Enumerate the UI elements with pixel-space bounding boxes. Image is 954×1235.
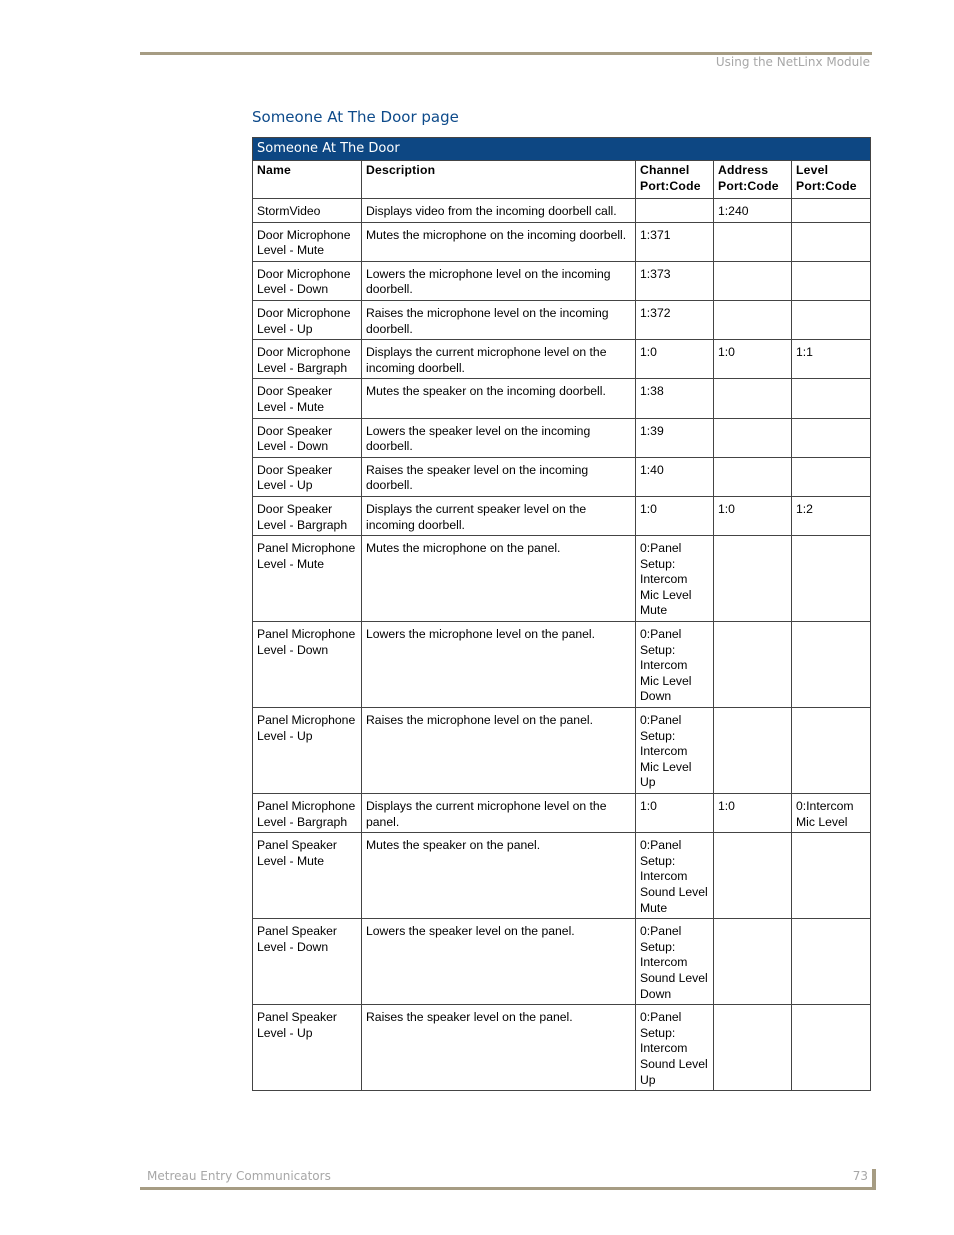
cell-channel: 0:Panel Setup: Intercom Sound Level Mute <box>636 833 714 919</box>
cell-channel: 1:372 <box>636 300 714 339</box>
table-row <box>253 622 871 708</box>
cell-description: Lowers the microphone level on the panel. <box>362 622 636 708</box>
cell-address: 1:0 <box>714 340 792 379</box>
cell-description: Mutes the speaker on the incoming doorbell. <box>362 379 636 418</box>
cell-address: 1:240 <box>714 199 792 223</box>
cell-name: Panel Microphone Level - Bargraph <box>253 794 362 833</box>
cell-address <box>714 418 792 457</box>
someone-at-door-table <box>252 137 871 1091</box>
cell-description: Mutes the microphone on the panel. <box>362 536 636 622</box>
cell-address <box>714 261 792 300</box>
column-header-channel: Channel Port:Code <box>636 161 714 199</box>
cell-address: 1:0 <box>714 794 792 833</box>
cell-description: Raises the microphone level on the panel. <box>362 708 636 794</box>
cell-name: Door Microphone Level - Up <box>253 300 362 339</box>
table-row <box>253 1005 871 1091</box>
cell-channel: 0:Panel Setup: Intercom Sound Level Up <box>636 1005 714 1091</box>
table-row <box>253 199 871 223</box>
cell-level <box>792 199 871 223</box>
table-row <box>253 708 871 794</box>
table-row <box>253 536 871 622</box>
table-row <box>253 340 871 379</box>
cell-address <box>714 622 792 708</box>
cell-description: Lowers the microphone level on the incoming doorbell. <box>362 261 636 300</box>
table-row <box>253 457 871 496</box>
cell-level: 1:1 <box>792 340 871 379</box>
cell-address <box>714 222 792 261</box>
cell-name: Door Speaker Level - Bargraph <box>253 496 362 535</box>
cell-address <box>714 919 792 1005</box>
running-header: Using the NetLinx Module <box>715 55 870 69</box>
cell-level <box>792 622 871 708</box>
column-header-description: Description <box>362 161 636 199</box>
table-row <box>253 379 871 418</box>
cell-name: Panel Microphone Level - Down <box>253 622 362 708</box>
cell-description: Raises the speaker level on the incoming doorbell. <box>362 457 636 496</box>
cell-description: Lowers the speaker level on the incoming doorbell. <box>362 418 636 457</box>
table-caption-row <box>253 138 871 161</box>
table-row <box>253 794 871 833</box>
cell-level <box>792 379 871 418</box>
cell-channel: 0:Panel Setup: Intercom Mic Level Down <box>636 622 714 708</box>
cell-level <box>792 1005 871 1091</box>
cell-channel: 0:Panel Setup: Intercom Sound Level Down <box>636 919 714 1005</box>
cell-level <box>792 261 871 300</box>
footer-rule <box>140 1187 876 1190</box>
cell-address <box>714 457 792 496</box>
cell-address <box>714 300 792 339</box>
section-title: Someone At The Door page <box>252 108 459 126</box>
cell-description: Mutes the speaker on the panel. <box>362 833 636 919</box>
table-row <box>253 418 871 457</box>
table-row <box>253 496 871 535</box>
column-header-level: Level Port:Code <box>792 161 871 199</box>
cell-description: Displays the current microphone level on the incoming doorbell. <box>362 340 636 379</box>
cell-description: Raises the speaker level on the panel. <box>362 1005 636 1091</box>
cell-channel: 1:38 <box>636 379 714 418</box>
cell-level <box>792 919 871 1005</box>
table-row <box>253 222 871 261</box>
cell-level: 1:2 <box>792 496 871 535</box>
cell-description: Lowers the speaker level on the panel. <box>362 919 636 1005</box>
cell-channel: 1:0 <box>636 794 714 833</box>
cell-channel: 1:40 <box>636 457 714 496</box>
cell-level <box>792 457 871 496</box>
footer-page-number: 73 <box>852 1169 868 1183</box>
cell-level <box>792 536 871 622</box>
cell-level <box>792 418 871 457</box>
cell-channel: 1:0 <box>636 496 714 535</box>
cell-description: Mutes the microphone on the incoming doorbell. <box>362 222 636 261</box>
cell-address <box>714 708 792 794</box>
cell-channel <box>636 199 714 223</box>
cell-channel: 0:Panel Setup: Intercom Mic Level Mute <box>636 536 714 622</box>
cell-name: Door Microphone Level - Down <box>253 261 362 300</box>
cell-name: Door Speaker Level - Up <box>253 457 362 496</box>
cell-address <box>714 833 792 919</box>
column-header-name: Name <box>253 161 362 199</box>
table-row <box>253 261 871 300</box>
cell-level <box>792 300 871 339</box>
cell-name: Panel Speaker Level - Mute <box>253 833 362 919</box>
footer-document-title: Metreau Entry Communicators <box>147 1169 331 1183</box>
cell-channel: 1:371 <box>636 222 714 261</box>
table-row <box>253 919 871 1005</box>
cell-description: Displays the current microphone level on the panel. <box>362 794 636 833</box>
cell-address: 1:0 <box>714 496 792 535</box>
cell-level <box>792 222 871 261</box>
cell-channel: 1:373 <box>636 261 714 300</box>
cell-channel: 1:39 <box>636 418 714 457</box>
table-row <box>253 833 871 919</box>
cell-name: Door Speaker Level - Down <box>253 418 362 457</box>
cell-channel: 1:0 <box>636 340 714 379</box>
cell-name: Door Speaker Level - Mute <box>253 379 362 418</box>
cell-name: Door Microphone Level - Mute <box>253 222 362 261</box>
cell-level <box>792 833 871 919</box>
footer-rule-tick <box>872 1169 876 1190</box>
cell-level: 0:Intercom Mic Level <box>792 794 871 833</box>
column-header-address: Address Port:Code <box>714 161 792 199</box>
cell-level <box>792 708 871 794</box>
cell-name: StormVideo <box>253 199 362 223</box>
cell-channel: 0:Panel Setup: Intercom Mic Level Up <box>636 708 714 794</box>
cell-description: Displays video from the incoming doorbell call. <box>362 199 636 223</box>
cell-name: Panel Speaker Level - Down <box>253 919 362 1005</box>
cell-name: Panel Speaker Level - Up <box>253 1005 362 1091</box>
cell-description: Raises the microphone level on the incoming doorbell. <box>362 300 636 339</box>
table-header-row <box>253 161 871 199</box>
cell-address <box>714 1005 792 1091</box>
cell-address <box>714 379 792 418</box>
table-row <box>253 300 871 339</box>
cell-name: Door Microphone Level - Bargraph <box>253 340 362 379</box>
cell-name: Panel Microphone Level - Mute <box>253 536 362 622</box>
cell-description: Displays the current speaker level on the incoming doorbell. <box>362 496 636 535</box>
cell-name: Panel Microphone Level - Up <box>253 708 362 794</box>
table-caption: Someone At The Door <box>253 138 871 161</box>
cell-address <box>714 536 792 622</box>
